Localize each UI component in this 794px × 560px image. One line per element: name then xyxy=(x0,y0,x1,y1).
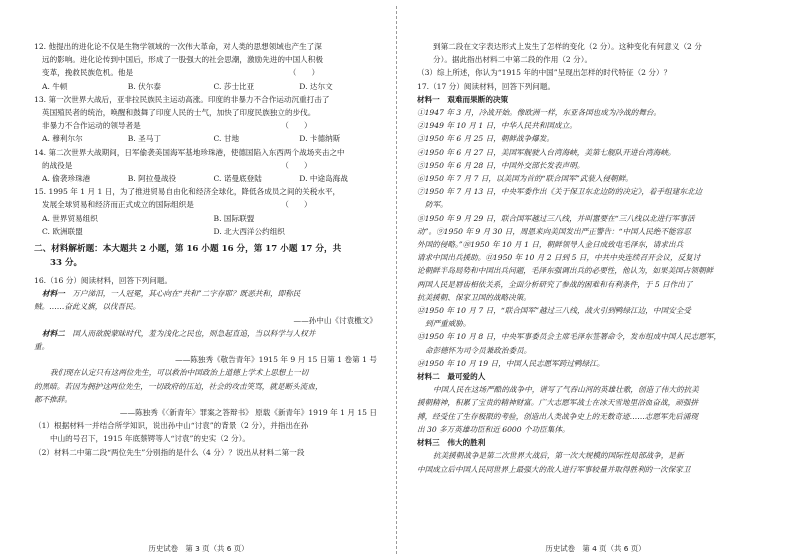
material-2-text: 搏，经受住了生存极限的考验，创造出人类战争史上的无数奇迹……志愿军先后涌现 xyxy=(417,411,698,421)
timeline-item: 到严重威胁。 xyxy=(425,319,471,329)
material-1-text: 贼。……奋此义旗，以伐吾民。 xyxy=(34,302,141,312)
material-2-title: 材料二 最可爱的人 xyxy=(417,372,486,382)
material-3-text: 中国成立后中国人民同世界上最强大的敌人进行军事较量并取得胜利的一次保家卫 xyxy=(417,464,691,474)
page-footer: 历史试卷 第 3 页（共 6 页） xyxy=(148,544,249,553)
timeline-item: 抗美援朝、保家卫国的战略决策。 xyxy=(417,292,531,302)
material-2-text: 援朝精神，积累了宝贵的精神财富。广大志愿军战士在冰天雪地里浴血奋战，顽强拼 xyxy=(417,398,698,408)
timeline-item: ②1949 年 10 月 1 日，中华人民共和国成立。 xyxy=(417,121,577,131)
option-d: D. 卡德纳斯 xyxy=(299,134,341,144)
option-c: C. 欧洲联盟 xyxy=(42,226,83,236)
timeline-item: 外国的侵略。”⑩1950 年 10 月 1 日，朝鲜领导人金日成致电毛泽东，请求出兵 xyxy=(417,240,684,250)
material-3-text: 抗美援朝战争是第二次世界大战后，第一次大规模的国际性局部战争，是新 xyxy=(433,451,684,461)
timeline-item: 请求中国出兵援助。⑪1950 年 10 月 2 日到 5 日，中共中央连续召开会议，反复讨 xyxy=(417,253,701,263)
timeline-item: ⑭1950 年 10 月 19 日，中国人民志愿军跨过鸭绿江。 xyxy=(417,358,605,368)
material-3-title: 材料三 伟大的胜利 xyxy=(417,438,486,448)
timeline-item: 论朝鲜半岛局势和中国出兵问题，毛泽东强调出兵的必要性，他认为，如果美国占领朝鲜 xyxy=(417,266,714,276)
question-16-continued: 分）。据此指出材料二中第二段的作用（2 分）。 xyxy=(433,55,593,65)
option-a: A. 穆利尔尔 xyxy=(42,134,83,144)
question-13-line: 英国殖民者的统治，唤醒和鼓舞了印度人民的士气，加快了印度民族独立的步伐。 xyxy=(42,108,316,118)
material-text: 国人而欲脱蒙昧时代，羞为浅化之民也，则急起直追，当以科学与人权并 xyxy=(72,328,316,338)
section-heading-line: 33 分。 xyxy=(50,258,83,269)
question-14-options xyxy=(34,172,385,185)
material-text: 万户涕泪，一人冠冕，其心向在“共和”二字存耶？既恶共和，即称民 xyxy=(72,289,301,299)
option-c: C. 甘地 xyxy=(213,134,240,144)
timeline-item: ⑧1950 年 9 月 29 日，联合国军越过三八线，并叫嚣要在“三八线以北进行军事活 xyxy=(417,213,695,223)
question-14-line: 的战役是 （ ） xyxy=(42,160,312,170)
question-16 xyxy=(34,274,385,459)
question-13-options xyxy=(34,132,385,145)
material-2-text: 我们现在认定只有这两位先生，可以救治中国政治上道德上学术上思想上一切 xyxy=(50,368,309,378)
timeline-item: ④1950 年 6 月 27 日，美国军舰驶入台湾海峡，美第七舰队开进台湾海峡。 xyxy=(417,147,676,157)
question-13 xyxy=(34,93,385,146)
material-2-text: 中国人民在这场严酷的战争中，谱写了气吞山河的英雄壮歌，创造了伟大的抗美 xyxy=(433,385,699,395)
question-16-part-3: （3）综上所述，你认为“1915 年的中国”呈现出怎样的时代特征（2 分）？ xyxy=(417,68,672,78)
material-2-text: 都不推辞。 xyxy=(34,394,72,404)
question-15-line: 发展全球贸易和经济而正式成立的国际组织是 （ ） xyxy=(42,200,312,210)
question-17-heading: 17.（17 分）阅读材料，回答下列问题。 xyxy=(417,81,556,91)
option-c: C. 莎士比亚 xyxy=(213,81,255,91)
question-16-part-1: （1）根据材料一并结合所学知识，说出孙中山“讨袁”的背景（2 分），并指出在孙 xyxy=(34,421,309,431)
option-a: A. 世界贸易组织 xyxy=(42,213,98,223)
material-label: 材料一 xyxy=(42,289,65,299)
question-15-options xyxy=(34,212,385,225)
timeline-item: ⑦1950 年 7 月 13 日，中央军委作出《关于保卫东北边防的决定》，着手组建东北边 xyxy=(417,187,703,197)
timeline-item: ⑫1950 年 10 月 7 日，“联合国军”越过三八线，战火引到鸭绿江边，中国安全受 xyxy=(417,306,691,316)
question-14 xyxy=(34,146,385,186)
question-12-options xyxy=(34,80,385,93)
timeline-item: ①1947 年 3 月，冷战开始。像欧洲一样，东亚各国也成为冷战的舞台。 xyxy=(417,108,662,118)
material-1-source: ——孙中山《讨袁檄文》 xyxy=(293,315,377,325)
question-13-line: 非暴力不合作运动的领导者是 （ ） xyxy=(42,121,312,131)
option-d: D. 中途岛海战 xyxy=(299,174,348,184)
exam-page-4 xyxy=(397,0,794,560)
timeline-item: 防军。 xyxy=(425,200,448,210)
option-d: D. 北大西洋公约组织 xyxy=(213,226,285,236)
question-15-line: 15. 1995 年 1 月 1 日，为了推进贸易自由化和经济全球化，降低各成员之间的关税水平， xyxy=(34,187,341,197)
page-footer: 历史试卷 第 4 页（共 6 页） xyxy=(545,544,646,553)
question-16-continued: 到第二段在文字表达形式上发生了怎样的变化（2 分）。这种变化有何意义（2 分 xyxy=(433,42,702,51)
question-12-line: 12. 他提出的进化论不仅是生物学领域的一次伟大革命，对人类的思想领域也产生了深 xyxy=(34,42,322,51)
option-a: A. 牛顿 xyxy=(42,81,68,91)
option-a: A. 偷袭珍珠港 xyxy=(42,174,91,184)
timeline-item: ③1950 年 6 月 25 日，朝鲜战争爆发。 xyxy=(417,134,555,144)
material-2-source: ——陈独秀《〈新青年〉罪案之答辩书》 原载《新青年》1919 年 1 月 15 日 xyxy=(119,408,377,418)
section-heading-line: 二、材料解析题：本大题共 2 小题，第 16 小题 16 分，第 17 小题 17 分，共 xyxy=(34,244,342,255)
question-15 xyxy=(34,185,385,238)
section-2-heading xyxy=(34,242,385,270)
option-d: D. 达尔文 xyxy=(299,81,333,91)
question-16-part-2: （2）材料二中第二段“两位先生”分别指的是什么（4 分）？说出从材料二第一段 xyxy=(34,447,305,457)
option-b: B. 国际联盟 xyxy=(213,213,255,223)
question-14-line: 14. 第二次世界大战期间，日军偷袭美国海军基地珍珠港，使德国陷入东西两个战场夹击之中 xyxy=(34,147,345,157)
timeline-item: ⑥1950 年 7 月 7 日，以美国为首的“联合国军”武装入侵朝鲜。 xyxy=(417,174,633,184)
question-12-line: 变革，挽救民族危机。他是 （ ） xyxy=(42,68,320,78)
material-label: 材料二 xyxy=(42,328,65,338)
material-2-source: ——陈独秀《敬告青年》1915 年 9 月 15 日第 1 卷第 1 号 xyxy=(175,355,377,365)
question-12-line: 远的影响。进化论传到中国后，形成了一股强大的社会思潮，激励先进的中国人积极 xyxy=(42,55,323,65)
timeline xyxy=(417,106,772,370)
option-c: C. 诺曼底登陆 xyxy=(213,174,262,184)
material-2-text: 的黑暗。若因为拥护这两位先生，一切政府的压迫，社会的攻击笑骂，就是断头流血， xyxy=(34,381,323,391)
question-16-heading: 16.（16 分）阅读材料，回答下列问题。 xyxy=(34,276,173,286)
timeline-item: ⑬1950 年 10 月 8 日，中央军事委员会主席毛泽东签署命令，发布组成中国人民志愿军， xyxy=(417,332,722,342)
timeline-item: 命彭德怀为司令员兼政治委员。 xyxy=(425,345,532,355)
material-1 xyxy=(34,287,385,300)
material-1-title: 材料一 艰难而果断的决策 xyxy=(417,94,509,104)
option-b: B. 圣马丁 xyxy=(127,134,161,144)
question-13-line: 13. 第一次世界大战后，亚非拉民族民主运动高涨。印度的非暴力不合作运动沉重打击了 xyxy=(34,94,330,104)
material-2-text: 出 30 多万英雄功臣和近 6000 个功臣集体。 xyxy=(417,424,570,434)
timeline-item: 动”。⑨1950 年 9 月 30 日，周恩来向美国发出严正警告：“中国人民绝不能容忍 xyxy=(417,226,691,236)
option-b: B. 伏尔泰 xyxy=(127,81,161,91)
question-15-options xyxy=(34,225,385,238)
material-2 xyxy=(34,327,385,340)
timeline-item: 两国人民是唇齿相依关系，全面分析研究了参战的困难和有利条件，于 5 日作出了 xyxy=(417,279,693,289)
question-12 xyxy=(34,40,385,93)
timeline-item: ⑤1950 年 6 月 28 日，中国外交部长发表声明。 xyxy=(417,160,585,170)
question-16-part-1: 中山的号召下，1915 年底蔡锷等人“讨袁”的史实（2 分）。 xyxy=(50,434,251,444)
material-2-text: 重。 xyxy=(34,342,50,352)
option-b: B. 阿拉曼战役 xyxy=(127,174,177,184)
